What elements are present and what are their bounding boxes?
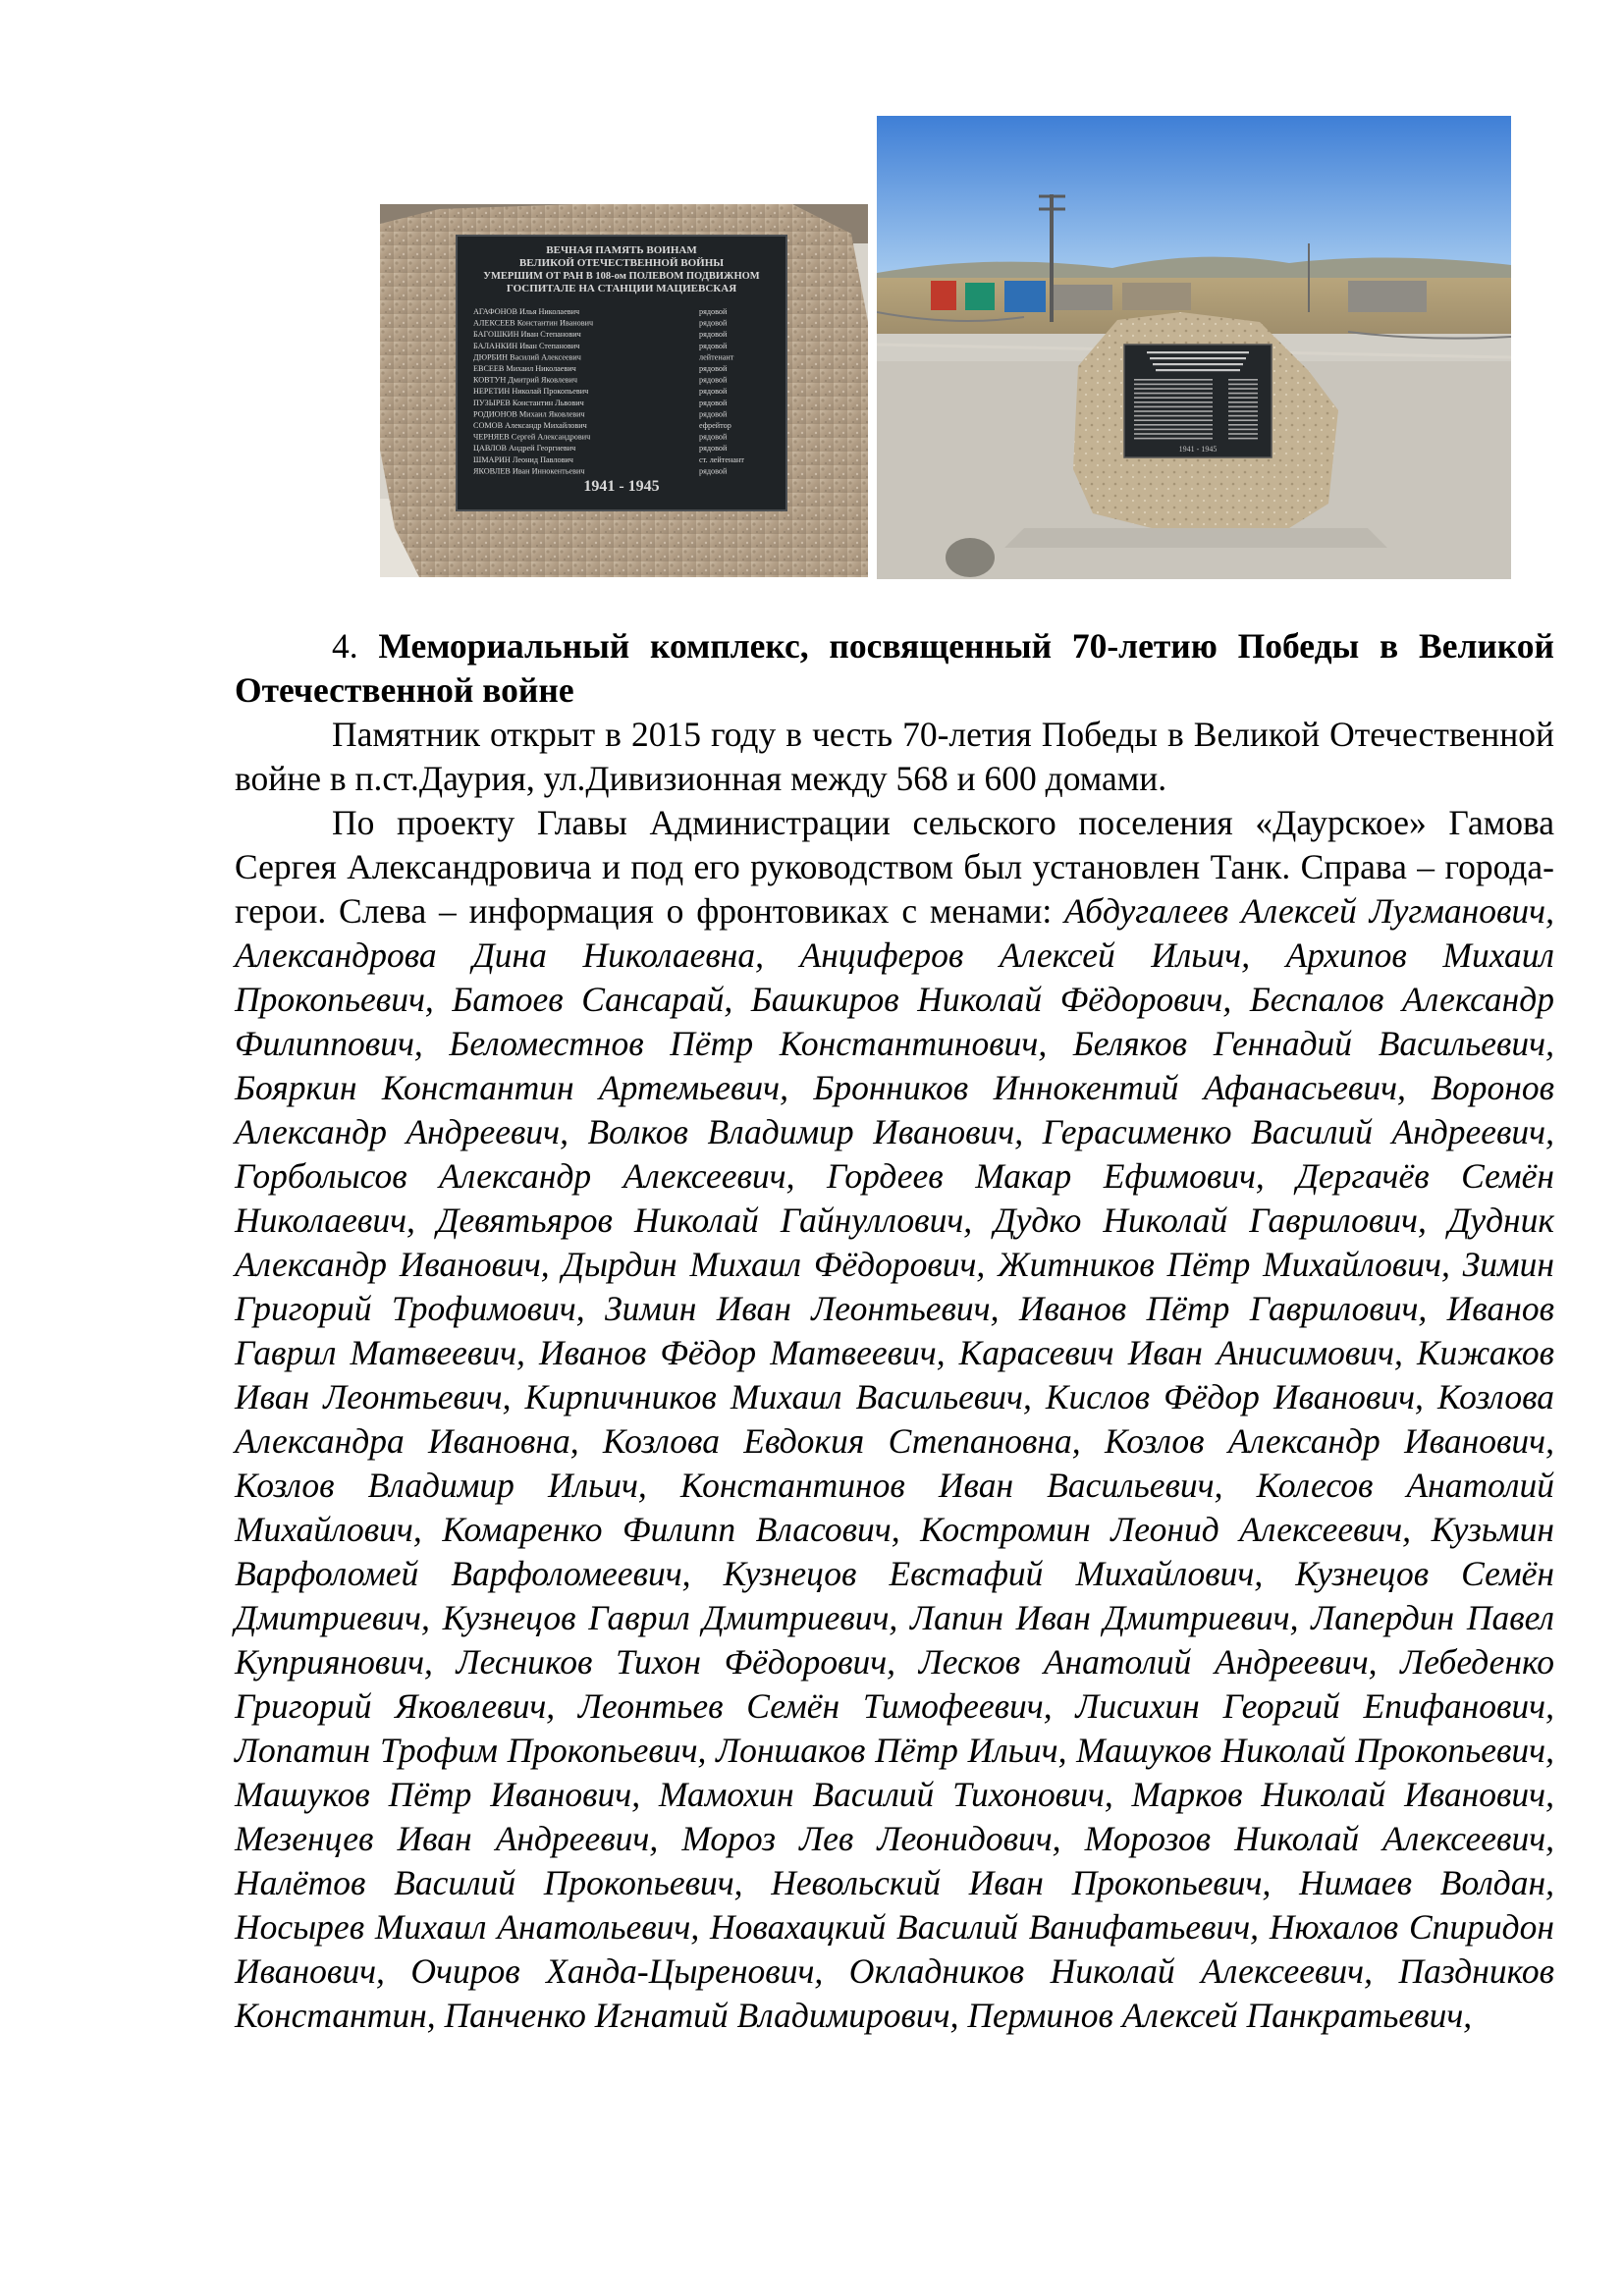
- plaque-name-stroke: [1134, 419, 1213, 421]
- plaque-rank: рядовой: [699, 466, 728, 476]
- paragraph-opening: Памятник открыт в 2015 году в честь 70-летия Победы в Великой Отечественной войне в п.ст.Даурия, ул.Дивизионная между 568 и 600 домами.: [235, 715, 1554, 798]
- plaque-years: 1941 - 1945: [583, 478, 660, 495]
- plaque-name-stroke: [1134, 415, 1213, 417]
- plaque-title-line: УМЕРШИМ ОТ РАН В 108-ом ПОЛЕВОМ ПОДВИЖНОМ: [483, 271, 760, 282]
- plaque-name: ШМАРИН Леонид Павлович: [473, 454, 573, 464]
- plaque-name-stroke: [1134, 410, 1213, 412]
- memorial-plaque-photo: [380, 204, 868, 577]
- plaque-rank-stroke: [1228, 388, 1258, 390]
- plaque-name-stroke: [1134, 401, 1213, 403]
- veterans-name-list: Абдугалеев Алексей Лугманович, Александрова Дина Николаевна, Анциферов Алексей Ильич, Архипов Михаил Прокопьевич, Батоев Сансарай, Башкиров Николай Фёдорович, Беспалов Александр Филиппович, Беломестнов Пётр Константинович, Беляков Геннадий Васильевич, Бояркин Константин Артемьевич, Бронников Иннокентий Афанасьевич, Воронов Александр Андреевич, Волков Владимир Иванович, Герасименко Василий Андреевич, Горболысов Александр Алексеевич, Гордеев Макар Ефимович, Дергачёв Семён Николаевич, Девятьяров Николай Гайнуллович, Дудко Николай Гаврилович, Дудник Александр Иванович, Дырдин Михаил Фёдорович, Житников Пётр Михайлович, Зимин Григорий Трофимович, Зимин Иван Леонтьевич, Иванов Пётр Гаврилович, Иванов Гаврил Матвеевич, Иванов Фёдор Матвеевич, Карасевич Иван Анисимович, Кижаков Иван Леонтьевич, Кирпичников Михаил Васильевич, Кислов Фёдор Иванович, Козлова Александра Ивановна, Козлова Евдокия Степановна, Козлов Александр Иванович, Козлов Владимир Ильич, Константинов Иван Васильевич, Колесов Анатолий Михайлович, Комаренко Филипп Власович, Костромин Леонид Алексеевич, Кузьмин Варфоломей Варфоломеевич, Кузнецов Евстафий Михайлович, Кузнецов Семён Дмитриевич, Кузнецов Гаврил Дмитриевич, Лапин Иван Дмитриевич, Лапердин Павел Куприянович, Лесников Тихон Фёдорович, Лесков Анатолий Андреевич, Лебеденко Григорий Яковлевич, Леонтьев Семён Тимофеевич, Лисихин Георгий Епифанович, Лопатин Трофим Прокопьевич, Лоншаков Пётр Ильич, Машуков Николай Прокопьевич, Машуков Пётр Иванович, Мамохин Василий Тихонович, Марков Николай Иванович, Мезенцев Иван Андреевич, Мороз Лев Леонидович, Морозов Николай Алексеевич, Налётов Василий Прокопьевич, Невольский Иван Прокопьевич, Нимаев Волдан, Носырев Михаил Анатольевич, Новахацкий Василий Ванифатьевич, Нюхалов Спиридон Иванович, Очиров Ханда-Цыренович, Окладников Николай Алексеевич, Паздников Константин, Панченко Игнатий Владимирович, Перминов Алексей Панкратьевич,: [235, 891, 1554, 2035]
- plaque-rank: рядовой: [699, 398, 728, 407]
- plaque-rank-stroke: [1228, 401, 1258, 403]
- section-number: 4.: [332, 626, 358, 666]
- landscape-photo-drawing: [877, 116, 1511, 579]
- right-plaque-years: 1941 - 1945: [1178, 445, 1218, 454]
- plaque-rank-stroke: [1228, 393, 1258, 395]
- plaque-rank-stroke: [1228, 438, 1258, 440]
- plaque-name-stroke: [1134, 438, 1213, 440]
- plaque-rank: рядовой: [699, 387, 728, 397]
- plaque-rank-stroke: [1228, 415, 1258, 417]
- plaque-photo-drawing: [380, 204, 868, 577]
- plaque-name: ЯКОВЛЕВ Иван Иннокентьевич: [473, 466, 585, 476]
- plaque-name-stroke: [1134, 424, 1213, 426]
- plaque-title-line: ВЕЛИКОЙ ОТЕЧЕСТВЕННОЙ ВОЙНЫ: [518, 257, 725, 269]
- plaque-name-stroke: [1134, 397, 1213, 399]
- plaque-name: БАГОШКИН Иван Степанович: [473, 330, 581, 340]
- plaque-rank: рядовой: [699, 444, 728, 454]
- plaque-name: ЧЕРНЯЕВ Сергей Александрович: [473, 432, 591, 442]
- plaque-name: АЛЕКСЕЕВ Константин Иванович: [473, 318, 594, 328]
- plaque-name: СОМОВ Александр Михайлович: [473, 421, 587, 430]
- plaque-rank-stroke: [1228, 433, 1258, 435]
- plaque-name-stroke: [1134, 429, 1213, 431]
- plaque-name: РОДИОНОВ Михаил Яковлевич: [473, 409, 585, 419]
- paragraph-project: [235, 801, 1554, 2038]
- plaque-name: ЕВСЕЕВ Михаил Николаевич: [473, 364, 576, 373]
- plaque-rank: рядовой: [699, 318, 728, 328]
- plaque-name-stroke: [1134, 379, 1213, 381]
- plaque-rank: рядовой: [699, 307, 728, 316]
- plaque-name-stroke: [1134, 388, 1213, 390]
- plaque-rank: рядовой: [699, 375, 728, 385]
- section-heading: [235, 624, 1554, 713]
- plaque-rank: рядовой: [699, 432, 728, 442]
- plaque-rank-stroke: [1228, 397, 1258, 399]
- plaque-rank: рядовой: [699, 341, 728, 350]
- plaque-name: ПУЗЫРЕВ Константин Львович: [473, 398, 584, 407]
- plaque-name: ДЮРБИН Василий Алексеевич: [473, 352, 581, 362]
- plaque-title-stroke: [1150, 357, 1246, 359]
- plaque-title-line: ГОСПИТАЛЕ НА СТАНЦИИ МАЦИЕВСКАЯ: [506, 283, 737, 294]
- plaque-name: КОВТУН Дмитрий Яковлевич: [473, 375, 577, 385]
- plaque-rank-stroke: [1228, 429, 1258, 431]
- plaque-name-stroke: [1134, 433, 1213, 435]
- plaque-name-stroke: [1134, 384, 1213, 386]
- plaque-rank-stroke: [1228, 384, 1258, 386]
- plaque-rank: рядовой: [699, 364, 728, 373]
- plaque-rank-stroke: [1228, 410, 1258, 412]
- plaque-rank: лейтенант: [699, 352, 734, 362]
- plaque-rank: рядовой: [699, 409, 728, 419]
- document-body: [235, 624, 1554, 2038]
- plaque-name: БАЛАНКИН Иван Степанович: [473, 341, 580, 350]
- plaque-name: НЕРЕТИН Николай Прокопьевич: [473, 387, 589, 397]
- plaque-rank: рядовой: [699, 330, 728, 340]
- plaque-name: ЦАВЛОВ Андрей Георгиевич: [473, 444, 576, 454]
- plaque-title-stroke: [1147, 351, 1249, 353]
- plaque-name-stroke: [1134, 393, 1213, 395]
- plaque-rank-stroke: [1228, 424, 1258, 426]
- plaque-rank-stroke: [1228, 406, 1258, 408]
- plaque-title-stroke: [1153, 363, 1243, 365]
- plaque-rank-stroke: [1228, 379, 1258, 381]
- plaque-rank-stroke: [1228, 419, 1258, 421]
- plaque-title-line: ВЕЧНАЯ ПАМЯТЬ ВОИНАМ: [546, 244, 697, 256]
- plaque-rank: ст. лейтенант: [699, 454, 744, 464]
- plaque-title-stroke: [1156, 369, 1240, 371]
- section-title: Мемориальный комплекс, посвященный 70-летию Победы в Великой Отечественной войне: [235, 626, 1555, 710]
- plaque-name-stroke: [1134, 406, 1213, 408]
- plaque-name: АГАФОНОВ Илья Николаевич: [473, 307, 580, 316]
- plaque-rank: ефрейтор: [699, 421, 731, 430]
- paragraph-project-intro: По проекту Главы Администрации сельского поселения «Даурское» Гамова Сергея Александровича и под его руководством был установлен Танк. Справа – города-герои. Слева – информация о фронтовиках с менами:: [235, 803, 1554, 931]
- memorial-stone-landscape-photo: [877, 116, 1511, 579]
